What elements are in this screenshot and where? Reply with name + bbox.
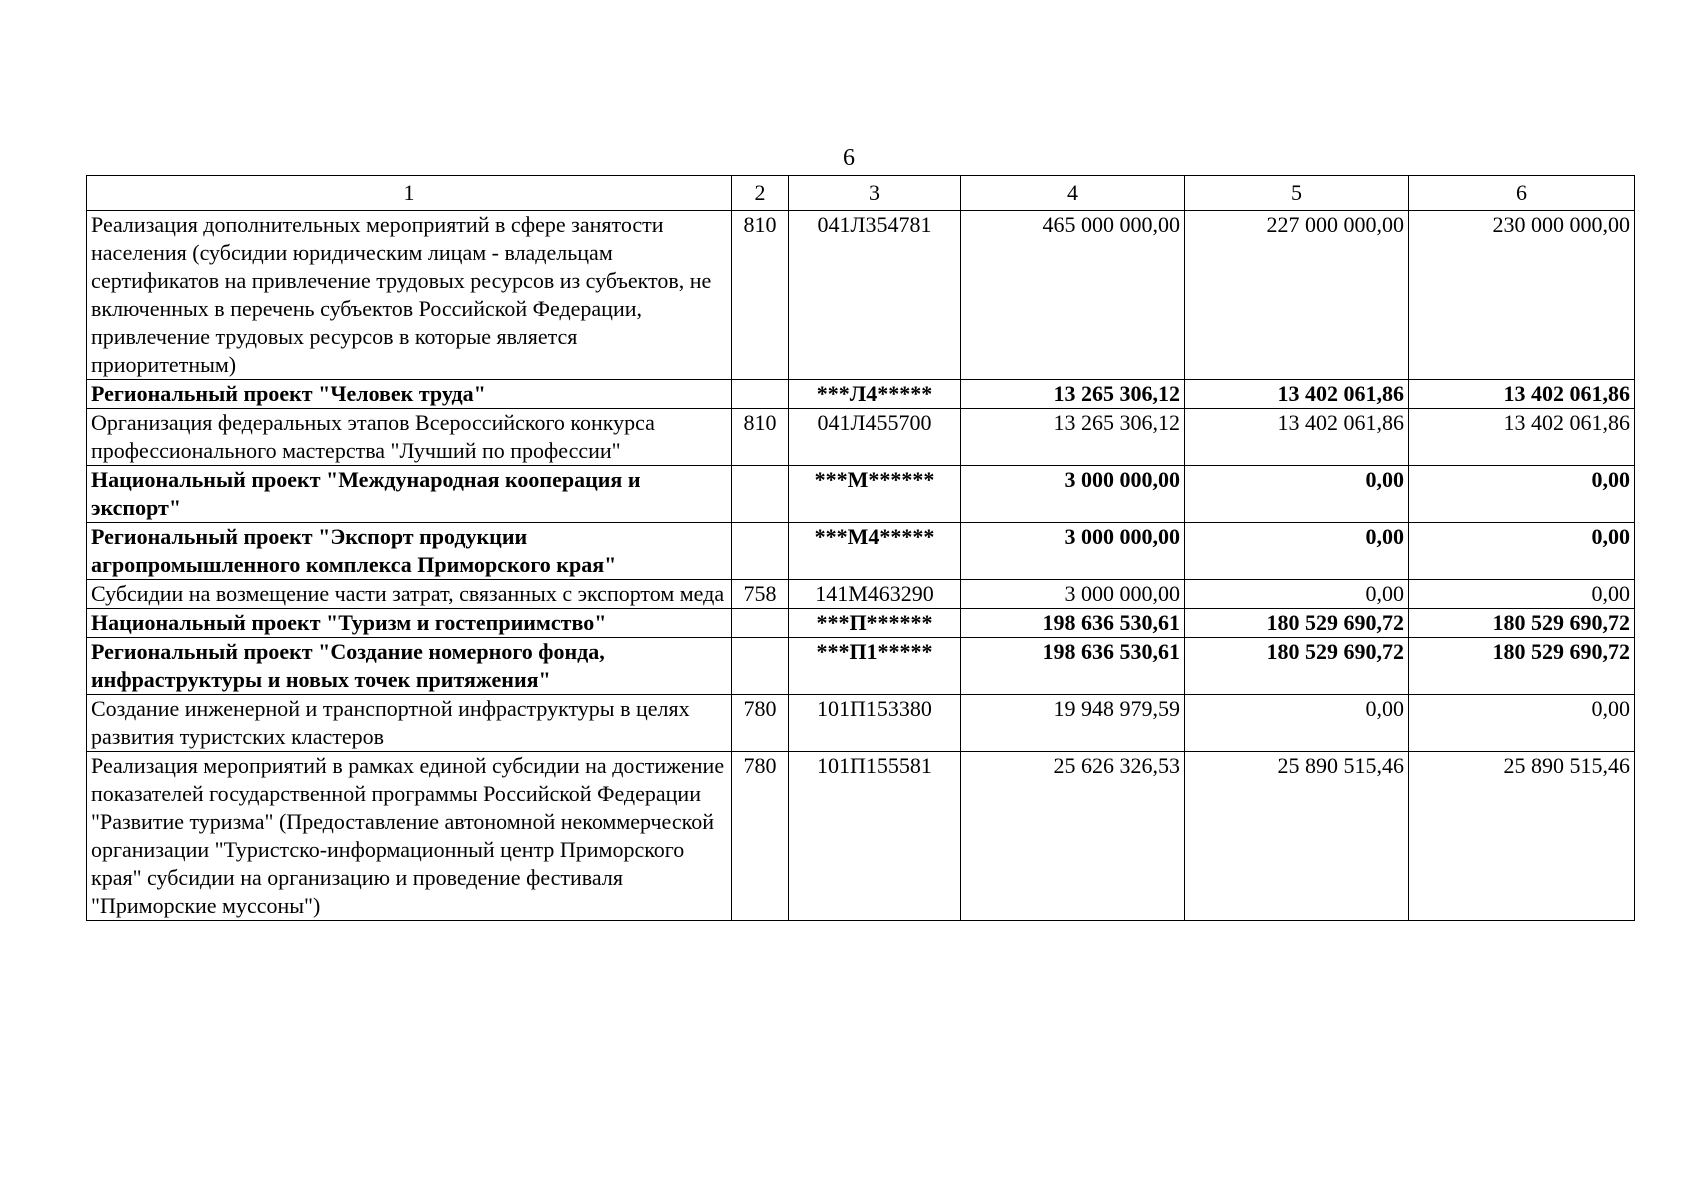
table-row: [87, 752, 1635, 921]
row-value-col-4: 19 948 979,59: [961, 695, 1185, 752]
row-name: Создание инженерной и транспортной инфраструктуры в целях развития туристских кластеров: [87, 695, 732, 752]
row-value-col-4: 13 265 306,12: [961, 380, 1185, 409]
row-value-col-4: 3 000 000,00: [961, 466, 1185, 523]
table-row: [87, 580, 1635, 609]
row-name: Национальный проект "Туризм и гостеприимство": [87, 609, 732, 638]
row-value-col-4: 465 000 000,00: [961, 211, 1185, 380]
table-row: [87, 523, 1635, 580]
row-target-code: 780: [732, 752, 789, 921]
table-row: [87, 609, 1635, 638]
row-value-col-6: 180 529 690,72: [1409, 609, 1635, 638]
row-value-col-6: 0,00: [1409, 695, 1635, 752]
row-value-col-5: 13 402 061,86: [1185, 409, 1409, 466]
table-row: [87, 409, 1635, 466]
row-classification-code: ***М4*****: [789, 523, 961, 580]
row-value-col-5: 0,00: [1185, 523, 1409, 580]
row-value-col-5: 0,00: [1185, 695, 1409, 752]
row-value-col-5: 227 000 000,00: [1185, 211, 1409, 380]
row-target-code: [732, 466, 789, 523]
budget-table: [86, 175, 1635, 921]
header-row: [87, 176, 1635, 211]
row-value-col-6: 230 000 000,00: [1409, 211, 1635, 380]
row-classification-code: 041Л455700: [789, 409, 961, 466]
row-name: Региональный проект "Создание номерного фонда, инфраструктуры и новых точек притяжения": [87, 638, 732, 695]
row-value-col-5: 0,00: [1185, 466, 1409, 523]
row-target-code: [732, 638, 789, 695]
row-value-col-6: 25 890 515,46: [1409, 752, 1635, 921]
row-target-code: [732, 380, 789, 409]
row-name: Субсидии на возмещение части затрат, связанных с экспортом меда: [87, 580, 732, 609]
row-name: Реализация дополнительных мероприятий в сфере занятости населения (субсидии юридическим лицам - владельцам сертификатов на привлечение трудовых ресурсов из субъектов, не включенных в перечень субъектов Российской Федерации, привлечение трудовых ресурсов в которые является приоритетным): [87, 211, 732, 380]
row-value-col-6: 13 402 061,86: [1409, 380, 1635, 409]
row-value-col-4: 198 636 530,61: [961, 609, 1185, 638]
row-name: Региональный проект "Экспорт продукции агропромышленного комплекса Приморского края": [87, 523, 732, 580]
table-row: [87, 380, 1635, 409]
table-row: [87, 466, 1635, 523]
table-header: [87, 176, 1635, 211]
header-col-3: 3: [789, 176, 961, 211]
table-row: [87, 695, 1635, 752]
row-name: Национальный проект "Международная кооперация и экспорт": [87, 466, 732, 523]
row-value-col-6: 0,00: [1409, 523, 1635, 580]
row-value-col-6: 0,00: [1409, 466, 1635, 523]
row-classification-code: ***Л4*****: [789, 380, 961, 409]
header-col-2: 2: [732, 176, 789, 211]
row-name: Региональный проект "Человек труда": [87, 380, 732, 409]
row-value-col-6: 180 529 690,72: [1409, 638, 1635, 695]
row-target-code: 758: [732, 580, 789, 609]
row-value-col-5: 180 529 690,72: [1185, 609, 1409, 638]
row-value-col-6: 0,00: [1409, 580, 1635, 609]
row-classification-code: ***П******: [789, 609, 961, 638]
row-value-col-5: 13 402 061,86: [1185, 380, 1409, 409]
row-classification-code: ***П1*****: [789, 638, 961, 695]
row-target-code: 810: [732, 409, 789, 466]
row-target-code: [732, 523, 789, 580]
row-classification-code: 101П155581: [789, 752, 961, 921]
header-col-1: 1: [87, 176, 732, 211]
row-value-col-4: 3 000 000,00: [961, 523, 1185, 580]
row-value-col-5: 25 890 515,46: [1185, 752, 1409, 921]
row-target-code: 780: [732, 695, 789, 752]
row-classification-code: 041Л354781: [789, 211, 961, 380]
row-value-col-4: 198 636 530,61: [961, 638, 1185, 695]
row-value-col-4: 25 626 326,53: [961, 752, 1185, 921]
header-col-4: 4: [961, 176, 1185, 211]
row-target-code: [732, 609, 789, 638]
table-body: [87, 211, 1635, 921]
row-value-col-6: 13 402 061,86: [1409, 409, 1635, 466]
row-value-col-5: 0,00: [1185, 580, 1409, 609]
row-target-code: 810: [732, 211, 789, 380]
row-name: Организация федеральных этапов Всероссийского конкурса профессионального мастерства "Лучший по профессии": [87, 409, 732, 466]
row-value-col-4: 3 000 000,00: [961, 580, 1185, 609]
header-col-6: 6: [1409, 176, 1635, 211]
row-value-col-4: 13 265 306,12: [961, 409, 1185, 466]
row-classification-code: 101П153380: [789, 695, 961, 752]
header-col-5: 5: [1185, 176, 1409, 211]
table-row: [87, 638, 1635, 695]
table-row: [87, 211, 1635, 380]
row-name: Реализация мероприятий в рамках единой субсидии на достижение показателей государственной программы Российской Федерации "Развитие туризма" (Предоставление автономной некоммерческой организации "Туристско-информационный центр Приморского края" субсидии на организацию и проведение фестиваля "Приморские муссоны"): [87, 752, 732, 921]
row-classification-code: ***М******: [789, 466, 961, 523]
row-classification-code: 141М463290: [789, 580, 961, 609]
page-number: 6: [843, 145, 855, 171]
row-value-col-5: 180 529 690,72: [1185, 638, 1409, 695]
